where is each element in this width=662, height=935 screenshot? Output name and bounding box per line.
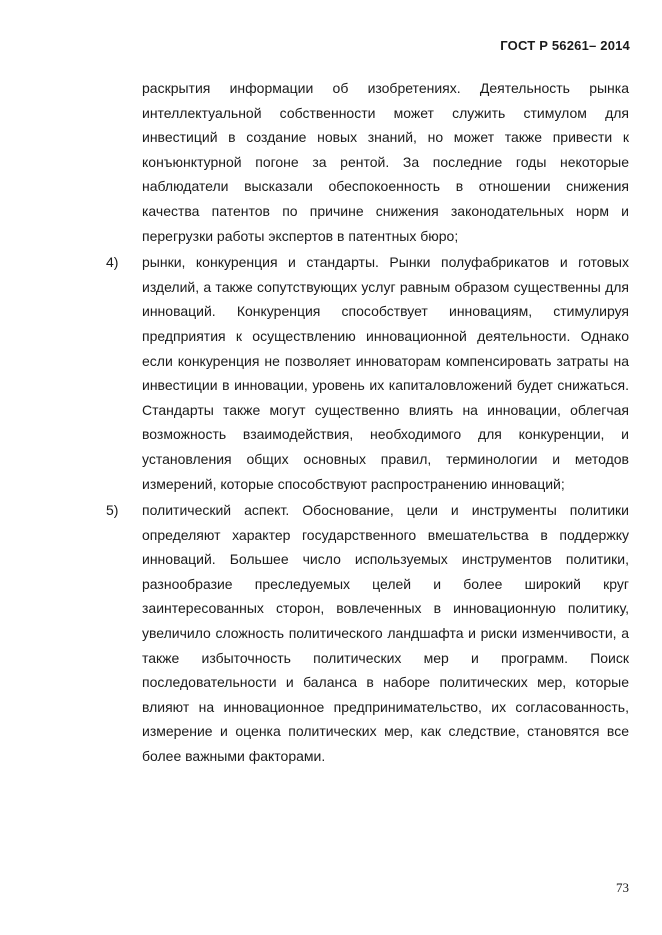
- list-item-text: политический аспект. Обоснование, цели и инструменты политики определяют характер государственного вмешательства в поддержку инноваций. Большее число используемых инструментов политики, разнообразие преследуемых целей и более широкий круг заинтересованных сторон, вовлеченных в инновационную политику, увеличило сложность политического ландшафта и риски изменчивости, а также избыточность политических мер и программ. Поиск последовательности и баланса в наборе политических мер, которые влияют на инновационное предпринимательство, их согласованность, измерение и оценка политических мер, как следствие, становятся все более важными факторами.: [142, 502, 629, 765]
- page-body: [0, 76, 662, 769]
- document-header: [500, 38, 630, 53]
- page-number: 73: [616, 880, 629, 895]
- list-item: [106, 498, 629, 769]
- list-item: [106, 250, 629, 496]
- document-id: ГОСТ Р 56261– 2014: [500, 38, 630, 53]
- continuation-paragraph: раскрытия информации об изобретениях. Деятельность рынка интеллектуальной собственности может служить стимулом для инвестиций в создание новых знаний, но может также привести к конъюнктурной погоне за рентой. За последние годы некоторые наблюдатели высказали обеспокоенность в отношении снижения качества патентов по причине снижения законодательных норм и перегрузки работы экспертов в патентных бюро;: [142, 80, 629, 244]
- list-item-text: рынки, конкуренция и стандарты. Рынки полуфабрикатов и готовых изделий, а также сопутствующих услуг равным образом существенны для инноваций. Конкуренция способствует инновациям, стимулируя предприятия к осуществлению инновационной деятельности. Однако если конкуренция не позволяет инноваторам компенсировать затраты на инвестиции в инновации, уровень их капиталовложений будет снижаться. Стандарты также могут существенно влиять на инновации, облегчая возможность взаимодействия, необходимого для конкуренции, и установления общих основных правил, терминологии и методов измерений, которые способствуют распространению инноваций;: [142, 254, 629, 492]
- list-item-number: 5): [106, 502, 119, 519]
- list-item-number: 4): [106, 254, 119, 271]
